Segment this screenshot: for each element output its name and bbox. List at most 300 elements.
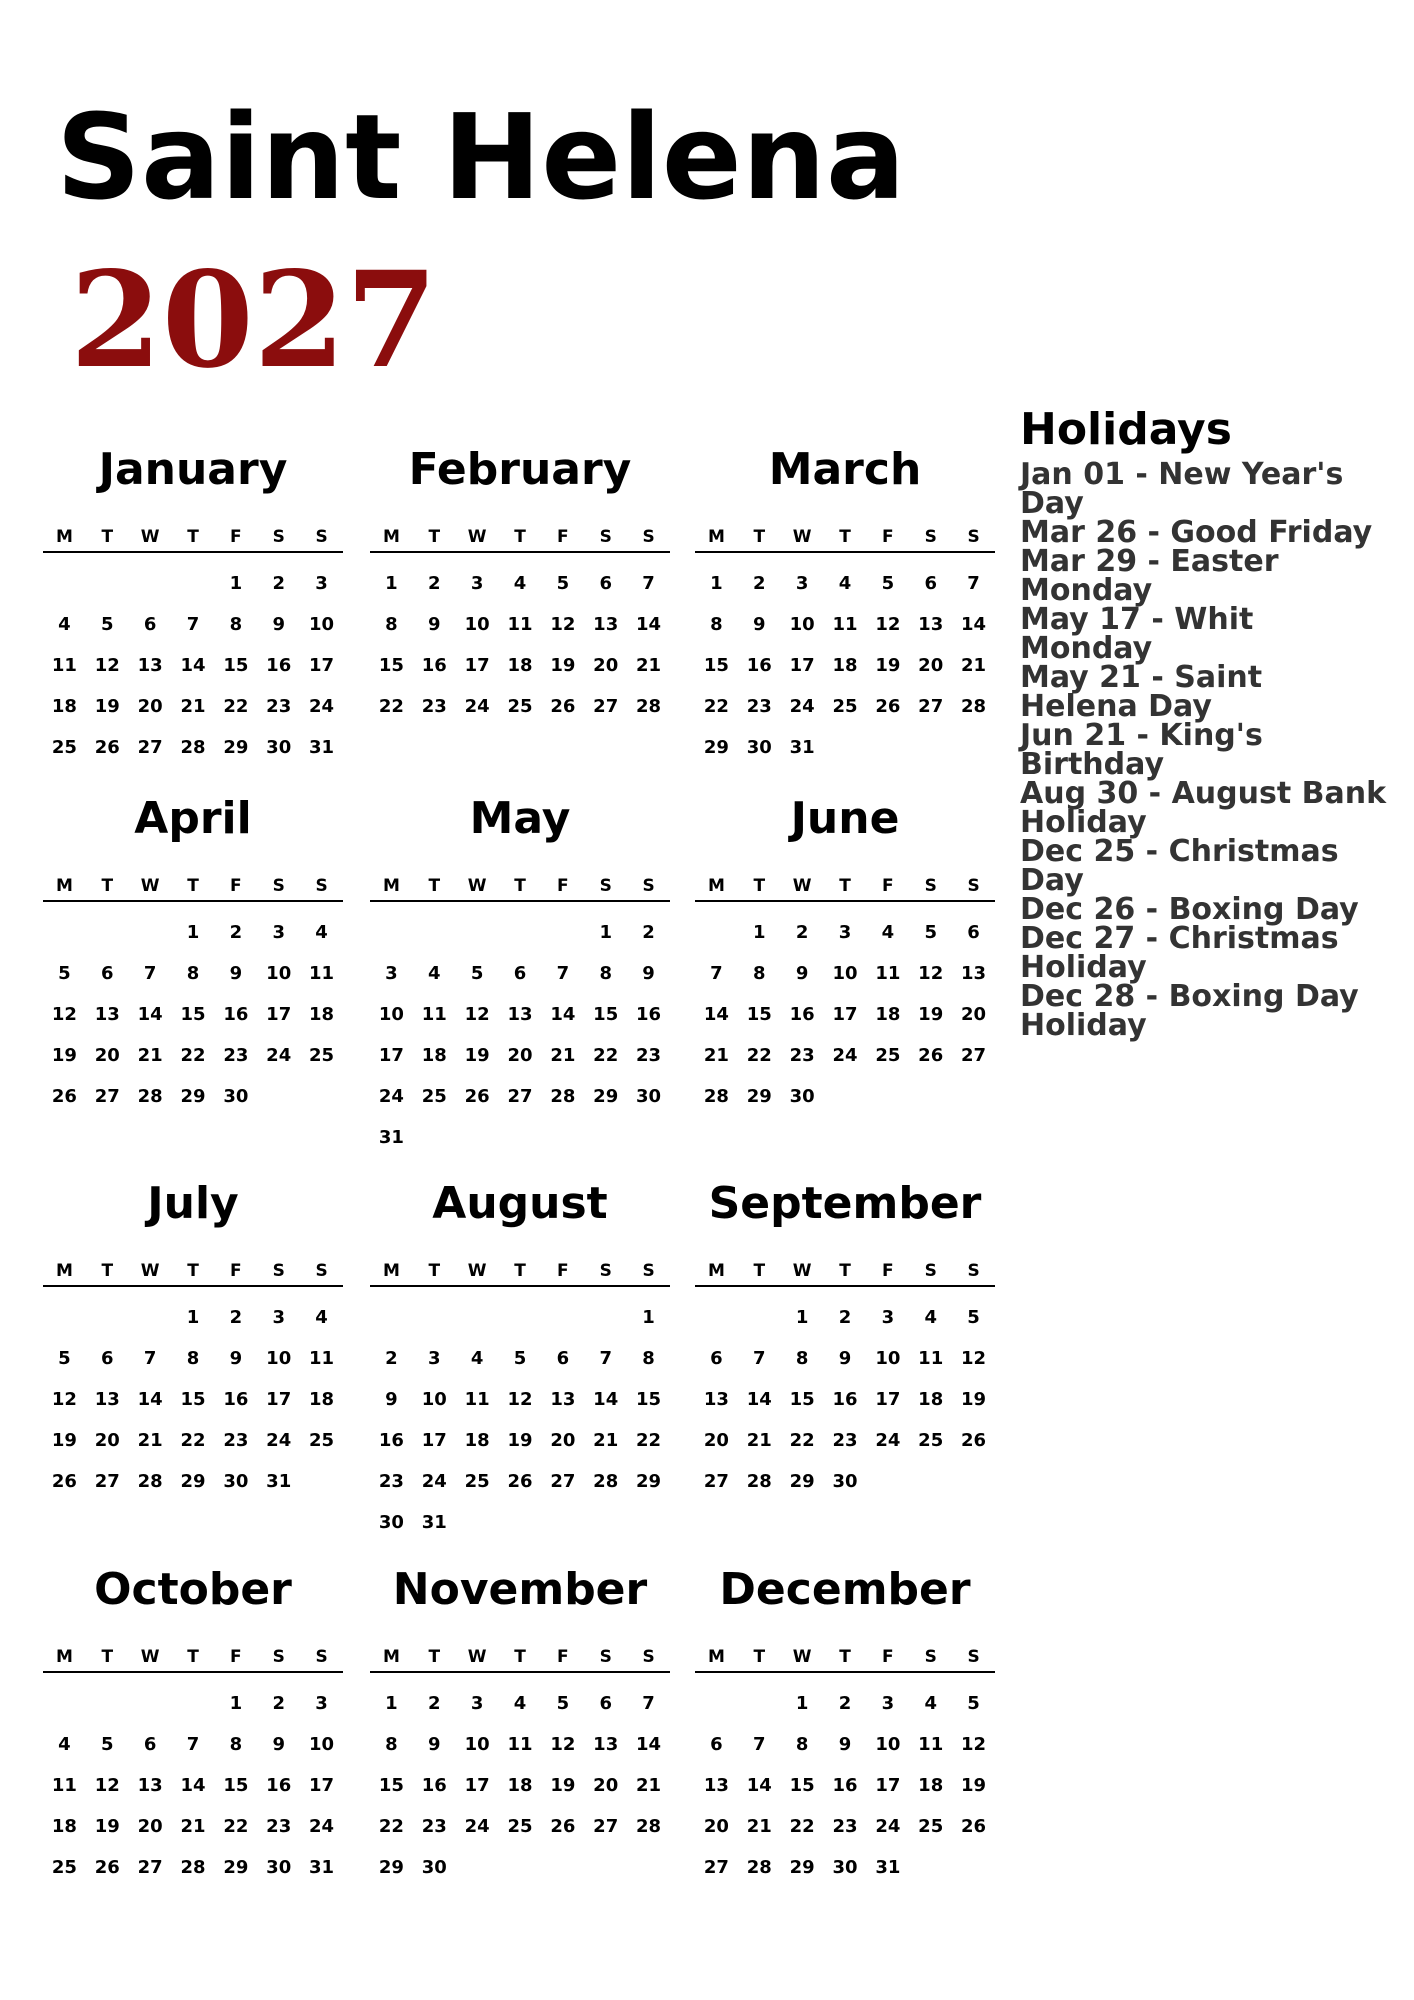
day-grid: [43, 563, 343, 768]
day-cell: 15: [378, 655, 404, 676]
day-cell: 21: [961, 655, 987, 676]
day-cell: 29: [593, 1086, 619, 1107]
weekday-label: S: [315, 1261, 328, 1281]
day-cell: 3: [272, 1307, 285, 1328]
empty-cell: [370, 1297, 413, 1338]
weekday-label: W: [140, 876, 160, 896]
month-name: November: [392, 1564, 648, 1615]
day-cell: 7: [186, 614, 200, 635]
day-cell: 20: [961, 1004, 987, 1025]
day-cell: 14: [746, 1775, 772, 1796]
month-august: [370, 1178, 670, 1543]
weekday-label: M: [55, 527, 73, 547]
day-cell: 5: [556, 573, 570, 594]
day-cell: 27: [593, 1816, 619, 1837]
day-cell: 25: [51, 1857, 77, 1878]
day-cell: 21: [180, 696, 206, 717]
day-cell: 25: [875, 1045, 901, 1066]
day-cell: 4: [58, 614, 71, 635]
day-cell: 23: [636, 1045, 662, 1066]
day-cell: 17: [378, 1045, 404, 1066]
month-name: January: [98, 444, 288, 495]
day-cell: 11: [507, 614, 533, 635]
day-cell: 16: [266, 655, 292, 676]
empty-cell: [43, 563, 86, 604]
weekday-label: S: [315, 527, 328, 547]
month-october: [43, 1564, 343, 1888]
day-cell: 24: [464, 1816, 490, 1837]
day-cell: 6: [143, 1734, 157, 1755]
empty-cell: [43, 1683, 86, 1724]
day-cell: 17: [875, 1389, 901, 1410]
day-cell: 5: [101, 1734, 114, 1755]
day-cell: 6: [710, 1734, 723, 1755]
day-cell: 14: [180, 655, 206, 676]
day-cell: 4: [513, 1693, 527, 1714]
empty-cell: [86, 912, 129, 953]
day-cell: 15: [223, 655, 249, 676]
day-grid: [695, 563, 995, 768]
weekday-label: M: [707, 527, 725, 547]
weekday-header: [695, 872, 995, 900]
day-cell: 1: [385, 1693, 398, 1714]
day-cell: 1: [795, 1693, 809, 1714]
day-cell: 18: [309, 1004, 335, 1025]
day-cell: 17: [266, 1004, 292, 1025]
day-cell: 31: [421, 1512, 447, 1533]
day-cell: 13: [550, 1389, 576, 1410]
weekday-label: M: [382, 527, 400, 547]
day-cell: 29: [789, 1857, 815, 1878]
day-cell: 24: [421, 1471, 447, 1492]
day-cell: 12: [507, 1389, 533, 1410]
weekday-label: W: [140, 1647, 160, 1667]
divider: [43, 551, 343, 553]
day-cell: 5: [101, 614, 114, 635]
day-cell: 16: [223, 1389, 249, 1410]
day-cell: 11: [309, 1348, 335, 1369]
day-cell: 26: [464, 1086, 490, 1107]
day-cell: 22: [789, 1430, 815, 1451]
year-heading: 2027: [70, 243, 438, 398]
day-cell: 11: [421, 1004, 447, 1025]
day-cell: 22: [703, 696, 729, 717]
day-cell: 29: [378, 1857, 404, 1878]
day-cell: 8: [186, 1348, 200, 1369]
day-cell: 12: [464, 1004, 490, 1025]
day-cell: 28: [137, 1086, 163, 1107]
weekday-label: F: [230, 876, 242, 896]
weekday-header: [370, 523, 670, 551]
weekday-label: M: [382, 1647, 400, 1667]
day-cell: 13: [593, 614, 619, 635]
day-cell: 1: [229, 1693, 243, 1714]
weekday-label: S: [272, 527, 285, 547]
day-cell: 3: [881, 1693, 895, 1714]
day-cell: 10: [309, 614, 335, 635]
day-cell: 31: [875, 1857, 901, 1878]
weekday-label: F: [230, 527, 242, 547]
weekday-label: F: [882, 527, 894, 547]
day-cell: 16: [636, 1004, 662, 1025]
day-cell: 4: [924, 1693, 937, 1714]
day-cell: 20: [703, 1430, 729, 1451]
day-cell: 6: [710, 1348, 723, 1369]
day-cell: 1: [795, 1307, 809, 1328]
day-cell: 24: [378, 1086, 404, 1107]
empty-cell: [86, 563, 129, 604]
day-cell: 26: [94, 1857, 120, 1878]
day-cell: 20: [94, 1045, 120, 1066]
weekday-label: S: [924, 876, 937, 896]
day-cell: 19: [51, 1045, 77, 1066]
day-cell: 25: [507, 696, 533, 717]
day-cell: 18: [464, 1430, 490, 1451]
day-cell: 12: [51, 1389, 77, 1410]
day-cell: 24: [266, 1045, 292, 1066]
weekday-label: S: [599, 1647, 612, 1667]
weekday-label: M: [707, 1647, 725, 1667]
weekday-label: S: [924, 1261, 937, 1281]
day-cell: 6: [967, 922, 980, 943]
day-cell: 21: [746, 1430, 772, 1451]
day-cell: 22: [636, 1430, 662, 1451]
day-cell: 20: [137, 1816, 163, 1837]
day-cell: 1: [186, 922, 200, 943]
day-cell: 21: [550, 1045, 576, 1066]
day-cell: 31: [309, 737, 335, 758]
day-cell: 23: [421, 1816, 447, 1837]
day-cell: 22: [223, 1816, 249, 1837]
empty-cell: [43, 1297, 86, 1338]
day-cell: 24: [266, 1430, 292, 1451]
day-cell: 31: [309, 1857, 335, 1878]
holiday-item: Dec 28 - Boxing Day Holiday: [1020, 979, 1359, 1043]
day-cell: 5: [470, 963, 484, 984]
day-cell: 15: [378, 1775, 404, 1796]
day-cell: 12: [961, 1348, 987, 1369]
weekday-label: W: [792, 876, 812, 896]
weekday-label: F: [557, 527, 569, 547]
empty-cell: [456, 912, 499, 953]
weekday-label: T: [187, 527, 199, 547]
weekday-label: W: [792, 1647, 812, 1667]
weekday-label: S: [272, 876, 285, 896]
day-cell: 22: [378, 696, 404, 717]
day-cell: 15: [180, 1004, 206, 1025]
day-cell: 13: [918, 614, 944, 635]
day-cell: 18: [918, 1775, 944, 1796]
day-cell: 20: [593, 1775, 619, 1796]
weekday-label: F: [882, 876, 894, 896]
empty-cell: [172, 1683, 215, 1724]
weekday-label: W: [792, 1261, 812, 1281]
day-cell: 16: [421, 655, 447, 676]
month-may: [370, 793, 670, 1158]
day-cell: 13: [593, 1734, 619, 1755]
divider: [43, 900, 343, 902]
day-cell: 25: [51, 737, 77, 758]
day-cell: 26: [94, 737, 120, 758]
day-cell: 26: [961, 1430, 987, 1451]
holidays-panel: [1020, 404, 1390, 1043]
holiday-item: Dec 26 - Boxing Day: [1020, 892, 1359, 927]
day-cell: 9: [838, 1348, 852, 1369]
day-cell: 8: [229, 1734, 243, 1755]
day-cell: 22: [180, 1430, 206, 1451]
day-cell: 26: [875, 696, 901, 717]
weekday-label: W: [467, 1647, 487, 1667]
day-cell: 10: [789, 614, 815, 635]
day-cell: 13: [94, 1389, 120, 1410]
day-cell: 16: [223, 1004, 249, 1025]
month-april: [43, 793, 343, 1117]
day-cell: 15: [636, 1389, 662, 1410]
day-cell: 23: [746, 696, 772, 717]
day-cell: 20: [137, 696, 163, 717]
holiday-item: Dec 27 - Christmas Holiday: [1020, 921, 1339, 985]
day-cell: 23: [223, 1430, 249, 1451]
empty-cell: [499, 1297, 542, 1338]
day-cell: 16: [266, 1775, 292, 1796]
day-cell: 21: [137, 1430, 163, 1451]
day-cell: 27: [961, 1045, 987, 1066]
day-cell: 7: [642, 573, 655, 594]
day-cell: 17: [875, 1775, 901, 1796]
day-cell: 2: [428, 573, 441, 594]
day-cell: 17: [789, 655, 815, 676]
day-cell: 26: [51, 1471, 77, 1492]
day-cell: 25: [309, 1045, 335, 1066]
day-cell: 12: [918, 963, 944, 984]
day-cell: 25: [421, 1086, 447, 1107]
day-cell: 25: [507, 1816, 533, 1837]
day-cell: 10: [832, 963, 858, 984]
day-cell: 16: [789, 1004, 815, 1025]
day-cell: 27: [507, 1086, 533, 1107]
weekday-label: T: [428, 527, 441, 547]
day-cell: 27: [703, 1857, 729, 1878]
day-cell: 23: [832, 1430, 858, 1451]
day-grid: [43, 1683, 343, 1888]
day-cell: 29: [223, 1857, 249, 1878]
day-cell: 10: [875, 1348, 901, 1369]
empty-cell: [129, 1683, 172, 1724]
weekday-label: M: [55, 1261, 73, 1281]
divider: [370, 551, 670, 553]
day-cell: 27: [137, 1857, 163, 1878]
month-june: [695, 793, 995, 1117]
day-cell: 23: [266, 1816, 292, 1837]
day-cell: 2: [642, 922, 655, 943]
day-cell: 8: [795, 1734, 809, 1755]
empty-cell: [172, 563, 215, 604]
weekday-label: T: [187, 1647, 199, 1667]
day-cell: 21: [636, 655, 662, 676]
day-cell: 10: [266, 963, 292, 984]
holidays-title: Holidays: [1020, 404, 1232, 455]
weekday-label: S: [924, 1647, 937, 1667]
day-cell: 15: [593, 1004, 619, 1025]
day-cell: 1: [186, 1307, 200, 1328]
month-name: August: [432, 1178, 608, 1229]
holiday-item: Jun 21 - King's Birthday: [1020, 718, 1263, 782]
day-cell: 24: [789, 696, 815, 717]
day-cell: 23: [378, 1471, 404, 1492]
day-cell: 7: [556, 963, 570, 984]
month-name: July: [147, 1178, 239, 1229]
day-cell: 17: [464, 1775, 490, 1796]
month-july: [43, 1178, 343, 1502]
day-cell: 3: [272, 922, 285, 943]
day-cell: 17: [309, 1775, 335, 1796]
day-cell: 1: [599, 922, 612, 943]
day-cell: 14: [137, 1004, 163, 1025]
day-cell: 29: [746, 1086, 772, 1107]
month-march: [695, 444, 995, 768]
day-cell: 10: [421, 1389, 447, 1410]
day-cell: 24: [832, 1045, 858, 1066]
day-cell: 3: [315, 573, 328, 594]
weekday-label: T: [428, 1647, 441, 1667]
day-cell: 29: [636, 1471, 662, 1492]
day-cell: 8: [795, 1348, 809, 1369]
weekday-label: S: [315, 1647, 328, 1667]
day-cell: 11: [918, 1734, 944, 1755]
day-cell: 12: [875, 614, 901, 635]
day-grid: [370, 1683, 670, 1888]
divider: [43, 1285, 343, 1287]
day-cell: 5: [513, 1348, 527, 1369]
weekday-label: W: [140, 527, 160, 547]
day-cell: 4: [881, 922, 895, 943]
weekday-header: [695, 1643, 995, 1671]
weekday-label: F: [230, 1647, 242, 1667]
day-cell: 9: [229, 1348, 243, 1369]
day-grid: [370, 563, 670, 727]
day-cell: 12: [550, 1734, 576, 1755]
month-name: May: [469, 793, 571, 844]
day-cell: 10: [266, 1348, 292, 1369]
day-cell: 3: [385, 963, 398, 984]
divider: [370, 900, 670, 902]
day-cell: 3: [795, 573, 809, 594]
day-cell: 5: [967, 1693, 980, 1714]
day-cell: 1: [385, 573, 398, 594]
day-cell: 24: [309, 696, 335, 717]
day-cell: 20: [507, 1045, 533, 1066]
day-cell: 14: [703, 1004, 729, 1025]
day-cell: 13: [507, 1004, 533, 1025]
day-cell: 9: [795, 963, 809, 984]
day-cell: 10: [875, 1734, 901, 1755]
weekday-label: T: [753, 1647, 766, 1667]
day-cell: 30: [266, 1857, 292, 1878]
day-cell: 8: [186, 963, 200, 984]
empty-cell: [738, 1683, 781, 1724]
weekday-label: F: [230, 1261, 242, 1281]
day-cell: 11: [507, 1734, 533, 1755]
weekday-label: F: [882, 1647, 894, 1667]
day-cell: 10: [378, 1004, 404, 1025]
weekday-label: T: [187, 1261, 199, 1281]
day-cell: 8: [229, 614, 243, 635]
day-cell: 26: [550, 1816, 576, 1837]
day-cell: 3: [838, 922, 852, 943]
day-cell: 6: [143, 614, 157, 635]
day-cell: 13: [703, 1775, 729, 1796]
day-cell: 28: [703, 1086, 729, 1107]
day-cell: 4: [315, 1307, 328, 1328]
day-cell: 22: [180, 1045, 206, 1066]
day-cell: 14: [593, 1389, 619, 1410]
holiday-item: Dec 25 - Christmas Day: [1020, 834, 1339, 898]
weekday-label: T: [839, 876, 851, 896]
day-cell: 19: [961, 1775, 987, 1796]
day-cell: 28: [550, 1086, 576, 1107]
day-cell: 27: [703, 1471, 729, 1492]
day-cell: 2: [272, 1693, 285, 1714]
day-cell: 30: [266, 737, 292, 758]
day-cell: 30: [421, 1857, 447, 1878]
day-cell: 3: [470, 1693, 484, 1714]
day-cell: 9: [272, 1734, 285, 1755]
weekday-header: [695, 1257, 995, 1285]
weekday-label: S: [599, 876, 612, 896]
day-cell: 6: [513, 963, 527, 984]
weekday-label: F: [557, 1647, 569, 1667]
day-cell: 19: [51, 1430, 77, 1451]
day-cell: 14: [636, 614, 662, 635]
month-name: April: [134, 793, 252, 844]
empty-cell: [584, 1297, 627, 1338]
day-cell: 10: [464, 614, 490, 635]
weekday-label: S: [967, 527, 980, 547]
day-cell: 14: [550, 1004, 576, 1025]
day-cell: 13: [703, 1389, 729, 1410]
empty-cell: [695, 912, 738, 953]
month-name: December: [719, 1564, 971, 1615]
day-cell: 20: [550, 1430, 576, 1451]
day-cell: 10: [464, 1734, 490, 1755]
weekday-label: S: [642, 1647, 655, 1667]
day-cell: 18: [832, 655, 858, 676]
empty-cell: [129, 1297, 172, 1338]
day-cell: 31: [789, 737, 815, 758]
day-cell: 27: [137, 737, 163, 758]
day-cell: 26: [51, 1086, 77, 1107]
empty-cell: [738, 1297, 781, 1338]
day-cell: 26: [550, 696, 576, 717]
day-cell: 2: [795, 922, 809, 943]
day-cell: 5: [967, 1307, 980, 1328]
day-cell: 9: [428, 1734, 441, 1755]
weekday-header: [43, 523, 343, 551]
weekday-label: M: [707, 876, 725, 896]
day-cell: 13: [137, 1775, 163, 1796]
day-cell: 19: [94, 1816, 120, 1837]
day-cell: 16: [746, 655, 772, 676]
day-cell: 11: [832, 614, 858, 635]
day-cell: 11: [918, 1348, 944, 1369]
holiday-item: May 21 - Saint Helena Day: [1020, 660, 1263, 724]
divider: [370, 1671, 670, 1673]
day-cell: 24: [875, 1816, 901, 1837]
day-cell: 30: [746, 737, 772, 758]
day-cell: 5: [556, 1693, 570, 1714]
day-grid: [370, 1297, 670, 1543]
empty-cell: [456, 1297, 499, 1338]
